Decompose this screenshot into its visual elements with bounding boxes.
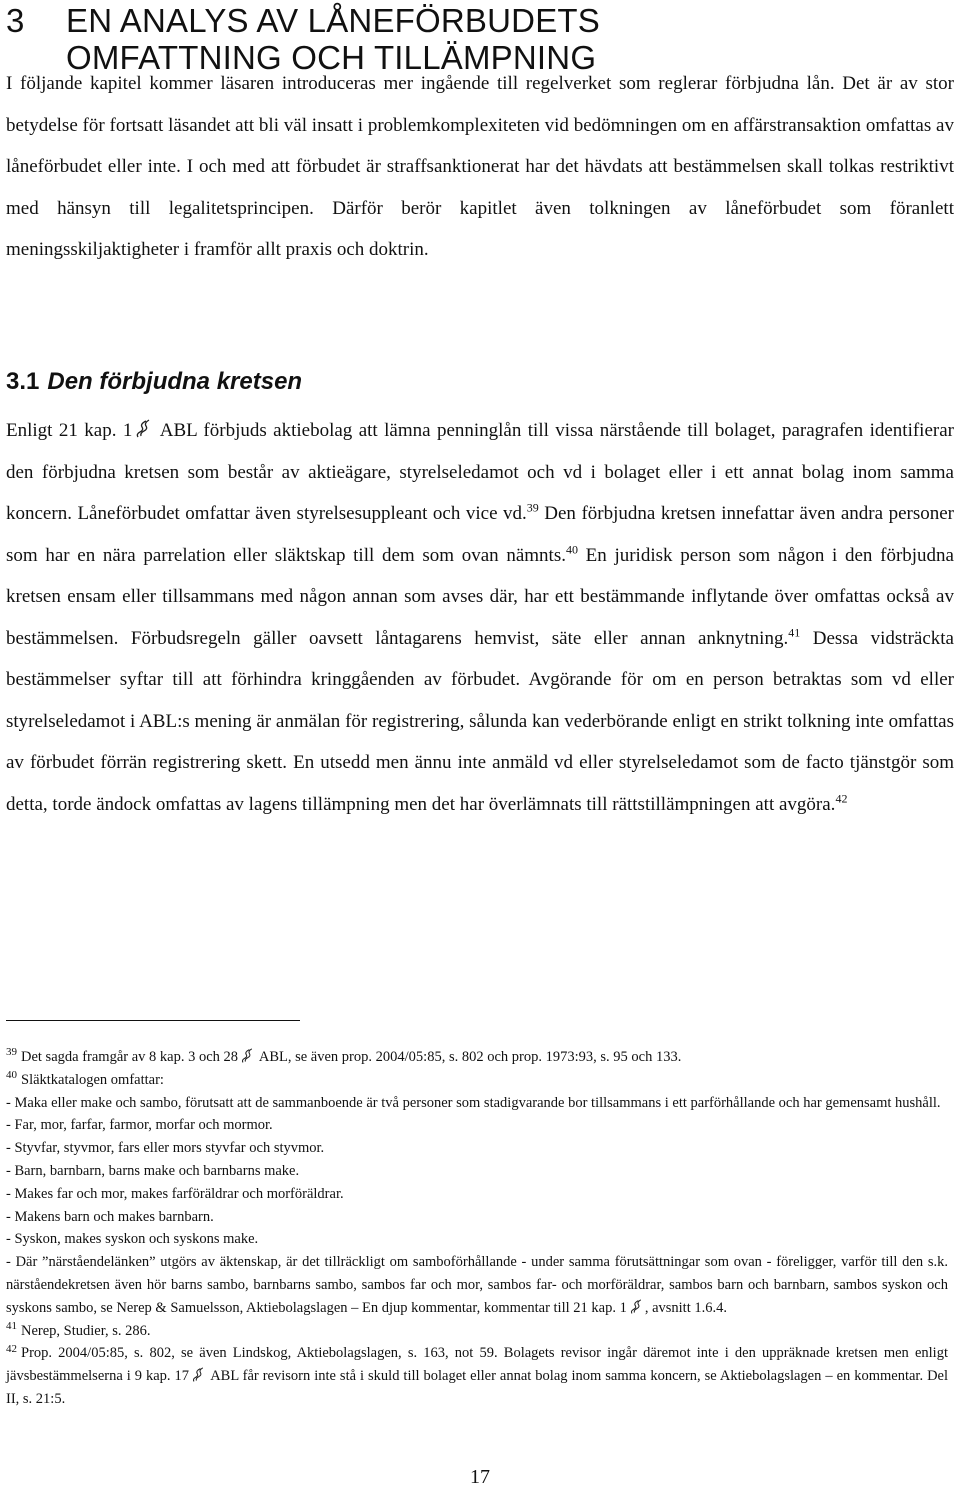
page-number: 17 (470, 1466, 490, 1488)
footnote-number: 40 (6, 1068, 17, 1081)
footnote-ref-39[interactable]: 39 (526, 500, 539, 515)
footnote-text: Prop. 2004/05:85, s. 802, se även Lindskog, Aktiebolagslagen, s. 163, not 59. Bolagets revisor ingår däremot inte i den uppräknade kretsen men enligt jävsbestämmelserna i 9 kap. 17 (6, 1345, 948, 1385)
body-text-4: Dessa vidsträckta bestämmelser syftar till att förhindra kringgåenden av förbudet. Avgörande för om en person betraktas som vd eller styrelseledamot i ABL:s mening är anmälan för registrering, sålunda kan vederbörande enligt en strikt tolkning inte omfattas av förbudet förrän registrering skett. En utsedd men ännu inte anmäld vd eller styrelseledamot som de facto tjänstgör som detta, torde ändock omfattas av lagens tillämpning men det har överlämnats till rättstillämpningen att avgöra. (6, 627, 954, 815)
footnote-40-item: - Barn, barnbarn, barns make och barnbarns make. (6, 1162, 300, 1179)
paragraph-sign-icon (627, 1299, 645, 1315)
paragraph-sign-icon (238, 1048, 256, 1064)
paragraph-sign-icon (189, 1367, 207, 1383)
footnote-40-item: - Makens barn och makes barnbarn. (6, 1208, 214, 1225)
footnote-ref-42[interactable]: 42 (835, 791, 848, 806)
footnote-41 (6, 1320, 948, 1343)
section-heading (6, 368, 302, 396)
footnote-40-item: - Far, mor, farfar, farmor, morfar och mormor. (6, 1117, 273, 1134)
footnote-text: - Där ”närståendelänken” utgörs av äktenskap, är det tillräckligt om samboförhållande - under samma förutsättningar som ovan - föreligger, varför till den s.k. närståendekretsen även hör barns sambo, barnbarns sambo, sambos far och mor, sambos far- och morföräldrar, sambos barn och barnbarn, sambos syskon och syskons sambo, se Nerep & Samuelsson, Aktiebolagslagen – En djup kommentar, kommentar till 21 kap. 1 (6, 1254, 948, 1316)
footnote-ref-41[interactable]: 41 (788, 625, 801, 640)
section-title: Den förbjudna kretsen (47, 368, 303, 395)
footnote-40-item: - Syskon, makes syskon och syskons make. (6, 1231, 259, 1248)
footnote-40-item: - Styvfar, styvmor, fars eller mors styvfar och styvmor. (6, 1140, 325, 1157)
footnote-divider (6, 1020, 300, 1021)
body-text-3: En juridisk person som någon i den förbjudna kretsen ensam eller tillsammans med någon annan som avses där, har ett bestämmande inflytande över omfattas också av bestämmelsen. Förbudsregeln gäller oavsett låntagarens hemvist, säte eller annan anknytning. (6, 544, 954, 649)
body-text-2: Den förbjudna kretsen innefattar även andra personer som har en nära parrelation eller släktskap till dem som ovan nämnts. (6, 503, 954, 566)
footnote-40-item: - Makes far och mor, makes farföräldrar och morföräldrar. (6, 1185, 344, 1202)
chapter-title-line-2: OMFATTNING OCH TILLÄMPNING (66, 39, 597, 76)
chapter-title-line-1: EN ANALYS AV LÅNEFÖRBUDETS (66, 2, 600, 39)
paragraph-sign-icon (132, 419, 154, 439)
footnotes (6, 1046, 948, 1411)
footnote-text: Släktkatalogen omfattar: (21, 1071, 164, 1088)
body-text-1b: ABL förbjuds aktiebolag att lämna penninglån till vissa närstående till bolaget, paragrafen identifierar den förbjudna kretsen som består av aktieägare, styrelseledamot och vd i bolaget eller i ett annat bolag inom samma koncern. Låneförbudet omfattar även styrelsesuppleant och vice vd. (6, 420, 954, 524)
footnote-text: ABL får revisorn inte stå i skuld till bolaget eller annat bolag inom samma koncern, se Aktiebolagslagen – en kommentar. Del II, s. 21:5. (6, 1368, 949, 1407)
footnote-text: ABL, se även prop. 2004/05:85, s. 802 och prop. 1973:93, s. 95 och 133. (256, 1049, 682, 1065)
footnote-40-item: - Maka eller make och sambo, förutsatt att de sammanboende är två personer som stadigvarande bor tillsammans i ett parförhållande och har gemensamt hushåll. (6, 1094, 941, 1111)
footnote-42 (6, 1342, 948, 1410)
body-text-1a: Enligt 21 kap. 1 (6, 420, 133, 441)
footnote-40-item (6, 1251, 948, 1319)
footnote-text: Det sagda framgår av 8 kap. 3 och 28 (21, 1049, 239, 1065)
body-paragraph (6, 410, 954, 825)
footnote-text: , avsnitt 1.6.4. (644, 1299, 727, 1316)
footnote-number: 42 (6, 1342, 17, 1355)
intro-paragraph: I följande kapitel kommer läsaren introduceras mer ingående till regelverket som reglerar förbjudna lån. Det är av stor betydelse för fortsatt läsandet att bli väl insatt i problemkomplexiteten vid bedömningen om en affärstransaktion omfattas av låneförbudet eller inte. I och med att förbudet är straffsanktionerat har det hävdats att bestämmelsen skall tolkas restriktivt med hänsyn till legalitetsprincipen. Därför berör kapitlet även tolkningen av låneförbudet som föranlett meningsskiljaktigheter i framför allt praxis och doktrin. (6, 73, 954, 260)
footnote-number: 41 (6, 1319, 17, 1332)
section-number: 3.1 (6, 368, 40, 395)
footnote-39 (6, 1046, 948, 1069)
footnote-ref-40[interactable]: 40 (565, 542, 578, 557)
chapter-number: 3 (6, 2, 25, 39)
footnote-number: 39 (6, 1046, 17, 1059)
footnote-text: Nerep, Studier, s. 286. (21, 1322, 151, 1339)
footnote-40 (6, 1069, 948, 1092)
